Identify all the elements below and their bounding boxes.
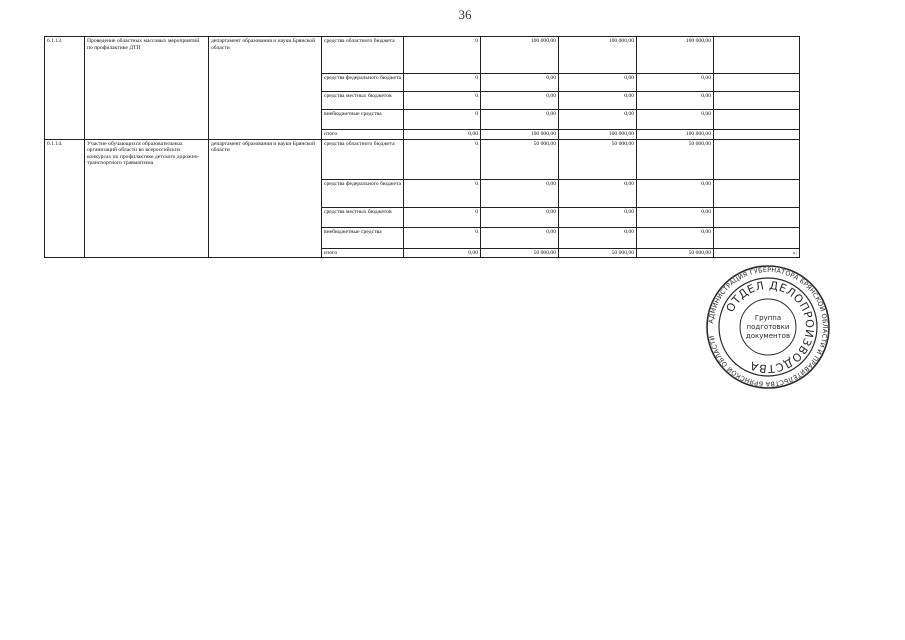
value-cell: 0 [404, 110, 481, 130]
value-cell: 0,00 [637, 110, 714, 130]
stamp-ring-text: ОТДЕЛ ДЕЛОПРОИЗВОДСТВА [723, 278, 817, 376]
value-cell: 50 000,00 [559, 248, 637, 258]
empty-cell [714, 130, 800, 140]
funding-source: внебюджетные средства [322, 110, 404, 130]
value-cell: 100 000,00 [559, 37, 637, 74]
value-cell: 0,00 [404, 130, 481, 140]
value-cell: 0,00 [559, 92, 637, 110]
value-cell: 0 [404, 37, 481, 74]
value-cell: 0 [404, 139, 481, 179]
empty-cell [714, 110, 800, 130]
value-cell: 0 [404, 207, 481, 227]
end-mark: »; [714, 248, 800, 258]
funding-source: средства федерального бюджета [322, 179, 404, 207]
empty-cell [714, 37, 800, 74]
empty-cell [714, 179, 800, 207]
value-cell: 50 000,00 [481, 139, 559, 179]
stamp-center-line: документов [745, 332, 791, 340]
funding-source: итого [322, 130, 404, 140]
value-cell: 50 000,00 [559, 139, 637, 179]
empty-cell [714, 139, 800, 179]
empty-cell [714, 207, 800, 227]
value-cell: 0,00 [404, 248, 481, 258]
row-code: 6.1.13. [45, 37, 85, 140]
value-cell: 0,00 [559, 74, 637, 92]
value-cell: 0,00 [637, 207, 714, 227]
page-number: 36 [458, 7, 472, 22]
empty-cell [714, 74, 800, 92]
funding-source: итого [322, 248, 404, 258]
stamp-center-line: Группа [754, 314, 782, 322]
value-cell: 0,00 [637, 179, 714, 207]
empty-cell [714, 227, 800, 248]
row-code: 6.1.14. [45, 139, 85, 258]
funding-source: средства местных бюджетов [322, 207, 404, 227]
value-cell: 0 [404, 227, 481, 248]
value-cell: 100 000,00 [481, 37, 559, 74]
value-cell: 0 [404, 92, 481, 110]
budget-table [44, 36, 800, 258]
value-cell: 0,00 [481, 74, 559, 92]
value-cell: 50 000,00 [637, 248, 714, 258]
value-cell: 0,00 [637, 92, 714, 110]
event-name: Проведение областных массовых мероприятий по профилактике ДТП [85, 37, 209, 140]
funding-source: внебюджетные средства [322, 227, 404, 248]
executor: департамент образования и науки Брянской области [209, 37, 322, 140]
funding-source: средства местных бюджетов [322, 92, 404, 110]
event-name: Участие обучающихся образовательных организаций области во всероссийских конкурсах по профилактике детского дорожно-транспортного травматизма [85, 139, 209, 258]
funding-source: средства федерального бюджета [322, 74, 404, 92]
empty-cell [714, 92, 800, 110]
value-cell: 0 [404, 179, 481, 207]
office-stamp [705, 264, 831, 390]
table-row [45, 37, 800, 74]
value-cell: 0,00 [559, 179, 637, 207]
value-cell: 0,00 [481, 207, 559, 227]
funding-source: средства областного бюджета [322, 37, 404, 74]
value-cell: 100 000,00 [481, 130, 559, 140]
value-cell: 0,00 [559, 110, 637, 130]
value-cell: 0,00 [481, 92, 559, 110]
value-cell: 100 000,00 [559, 130, 637, 140]
value-cell: 0,00 [559, 207, 637, 227]
value-cell: 50 000,00 [481, 248, 559, 258]
funding-source: средства областного бюджета [322, 139, 404, 179]
value-cell: 0,00 [481, 227, 559, 248]
value-cell: 0 [404, 74, 481, 92]
value-cell: 100 000,00 [637, 37, 714, 74]
value-cell: 0,00 [559, 227, 637, 248]
value-cell: 0,00 [637, 74, 714, 92]
stamp-center-line: подготовки [746, 323, 790, 331]
value-cell: 100 000,00 [637, 130, 714, 140]
value-cell: 50 000,00 [637, 139, 714, 179]
stamp-outer-text: АДМИНИСТРАЦИЯ ГУБЕРНАТОРА БРЯНСКОЙ ОБЛАСТИ И ПРАВИТЕЛЬСТВА БРЯНСКОЙ ОБЛАСТИ [707, 265, 830, 389]
value-cell: 0,00 [481, 179, 559, 207]
value-cell: 0,00 [637, 227, 714, 248]
executor: департамент образования и науки Брянской области [209, 139, 322, 258]
table-row [45, 139, 800, 179]
value-cell: 0,00 [481, 110, 559, 130]
